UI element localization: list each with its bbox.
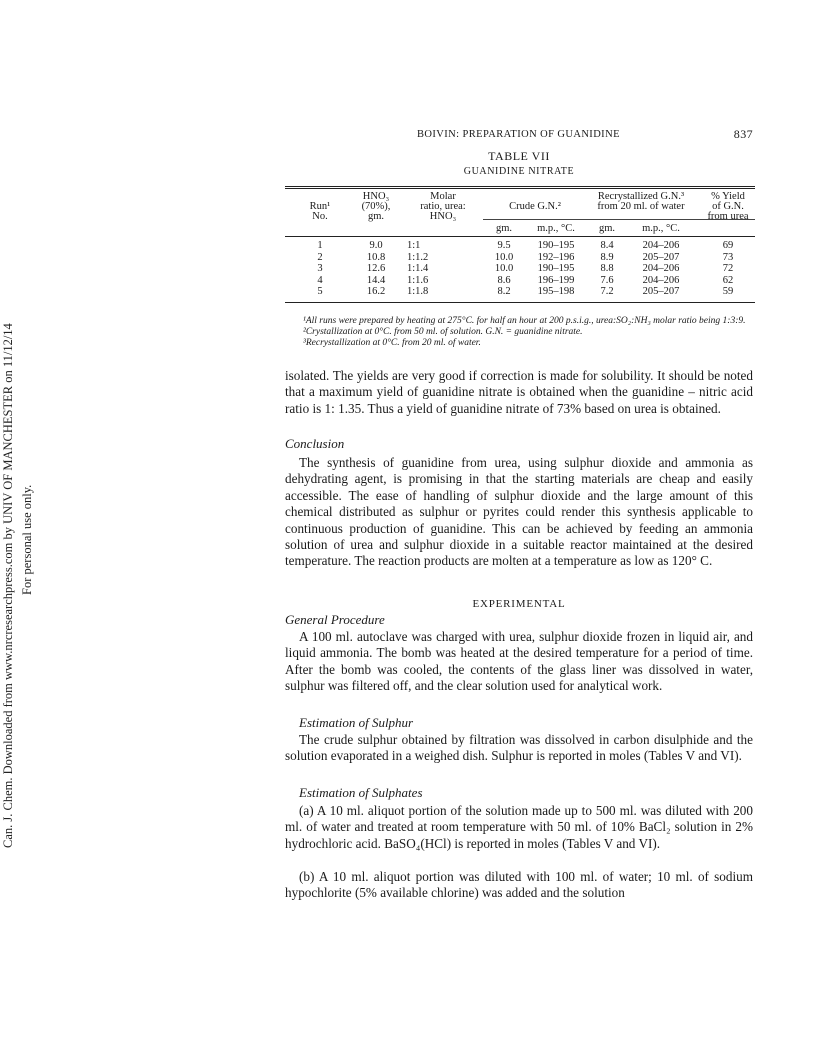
running-header [285,127,753,143]
cell-rec-gm: 8.9 [600,251,614,263]
cell-rec-mp: 204–206 [642,240,680,251]
cell-crude-gm: 9.5 [497,240,511,251]
cell-ratio: 1:1 [407,240,421,251]
header-recrystallized: Recrystallized G.N.³ from 20 ml. of water [597,191,685,212]
cell-rec-gm: 7.2 [600,286,614,297]
cell-run: 2 [317,251,323,263]
cell-run: 3 [317,263,323,274]
header-hno3: HNO₃ (70%), gm. [361,191,391,222]
heading-estimation-sulphur: Estimation of Sulphur [299,715,414,730]
table-title: TABLE VII [488,149,550,163]
subheader-rec-mp: m.p., °C. [642,223,680,234]
cell-yield: 72 [722,263,734,274]
paragraph-sulphates-a: (a) A 10 ml. aliquot portion of the solution made up to 500 ml. was diluted with 200 ml. of water and treated at room temperature with 50 ml. of 10% BaCl₂ solution in 2% hydrochloric acid. BaSO₄(HCl) is reported in moles (Tables V and VI). [285,803,753,851]
footnote-1: ¹All runs were prepared by heating at 275°C. for half an hour at 200 p.s.i.g., urea:SO₂:NH₃ molar ratio being 1:3:9. [303,316,746,326]
personal-use-notice: For personal use only. [20,484,34,595]
download-watermark [0,0,40,1056]
cell-crude-gm: 8.2 [497,286,511,297]
cell-run: 4 [317,274,323,286]
cell-crude-mp: 195–198 [537,286,575,297]
cell-run: 5 [317,286,323,297]
cell-yield: 73 [722,251,734,263]
cell-crude-gm: 8.6 [497,274,511,286]
subheader-crude-gm: gm. [495,223,513,234]
cell-ratio: 1:1.8 [407,286,429,297]
cell-rec-gm: 8.4 [600,240,614,251]
cell-rec-gm: 7.6 [600,274,614,286]
table-footnotes [285,316,755,349]
footnote-3: ³Recrystallization at 0°C. from 20 ml. of water. [303,338,481,348]
footnote-2: ²Crystallization at 0°C. from 50 ml. of solution. G.N. = guanidine nitrate. [303,327,583,337]
table-header-rule [285,236,755,237]
cell-yield: 69 [722,240,734,251]
table-subheader-rule [483,219,755,220]
paragraph-yields: isolated. The yields are very good if correction is made for solubility. It should be noted that a maximum yield of guanidine nitrate is obtained when the guanidine – nitric acid ratio is 1: 1.35. Thus a yield of guanidine nitrate of 73% based on urea is obtained. [285,368,753,416]
cell-hno3: 10.8 [366,251,386,263]
table-rule-bottom [285,302,755,303]
heading-general-procedure: General Procedure [285,612,385,627]
running-head: BOIVIN: PREPARATION OF GUANIDINE [417,129,620,140]
header-run: Run¹ No. [309,201,331,222]
cell-hno3: 9.0 [369,240,383,251]
cell-rec-mp: 205–207 [642,251,680,263]
table-rule-top [285,186,755,187]
cell-hno3: 14.4 [366,274,386,286]
cell-crude-mp: 190–195 [537,240,575,251]
page-number: 837 [733,127,753,141]
cell-yield: 62 [722,274,734,286]
header-molar-ratio: Molar ratio, urea: HNO₃ [420,191,466,222]
cell-rec-mp: 204–206 [642,263,680,274]
cell-run: 1 [317,240,323,251]
cell-hno3: 12.6 [366,263,386,274]
subheader-crude-mp: m.p., °C. [537,223,575,234]
download-notice: Can. J. Chem. Downloaded from www.nrcresearchpress.com by UNIV OF MANCHESTER on 11/12/14 [1,323,15,848]
header-crude-gn: Crude G.N.² [509,201,561,212]
cell-crude-gm: 10.0 [494,251,514,263]
subheader-rec-gm: gm. [598,223,616,234]
cell-rec-gm: 8.8 [600,263,614,274]
paragraph-estimation-sulphur: The crude sulphur obtained by filtration was dissolved in carbon disulphide and the solution evaporated in a weighed dish. Sulphur is reported in moles (Tables V and VI). [285,732,753,764]
table-subtitle: GUANIDINE NITRATE [463,166,575,177]
cell-yield: 59 [722,286,734,297]
heading-estimation-sulphates: Estimation of Sulphates [299,785,423,800]
paragraph-sulphates-b: (b) A 10 ml. aliquot portion was diluted with 100 ml. of water; 10 ml. of sodium hypochlorite (5% available chlorine) was added and the solution [285,869,753,901]
cell-rec-mp: 205–207 [642,286,680,297]
paragraph-general-procedure: A 100 ml. autoclave was charged with urea, sulphur dioxide frozen in liquid air, and liquid ammonia. The bomb was heated at the desired temperature for a period of time. After the bomb was cooled, the contents of the glass liner was dissolved in water, sulphur was filtered off, and the clear solution used for analytical work. [285,629,753,694]
paragraph-conclusion: The synthesis of guanidine from urea, using sulphur dioxide and ammonia as dehydrating agent, is promising in that the starting materials are cheap and easily accessible. The ease of handling of sulphur dioxide and the large amount of this chemical distributed as sulphur or pyrites could render this synthesis applicable to continuous production of guanidine. This can be achieved by feeding an ammonia solution of urea and sulphur dioxide in a suitable reactor maintained at the desired temperature. The reaction products are molten at a temperature as low as 120° C. [285,455,753,569]
heading-conclusion: Conclusion [285,436,345,451]
cell-crude-mp: 190–195 [537,263,575,274]
cell-ratio: 1:1.4 [407,263,429,274]
cell-crude-mp: 196–199 [537,274,575,286]
table-rule-top-double [285,188,755,189]
cell-hno3: 16.2 [366,286,386,297]
cell-ratio: 1:1.6 [407,274,429,286]
cell-crude-mp: 192–196 [537,251,575,263]
header-yield: % Yield of G.N. from urea [707,191,749,222]
heading-experimental: EXPERIMENTAL [472,598,566,610]
cell-crude-gm: 10.0 [494,263,514,274]
cell-rec-mp: 204–206 [642,274,680,286]
cell-ratio: 1:1.2 [407,251,429,263]
